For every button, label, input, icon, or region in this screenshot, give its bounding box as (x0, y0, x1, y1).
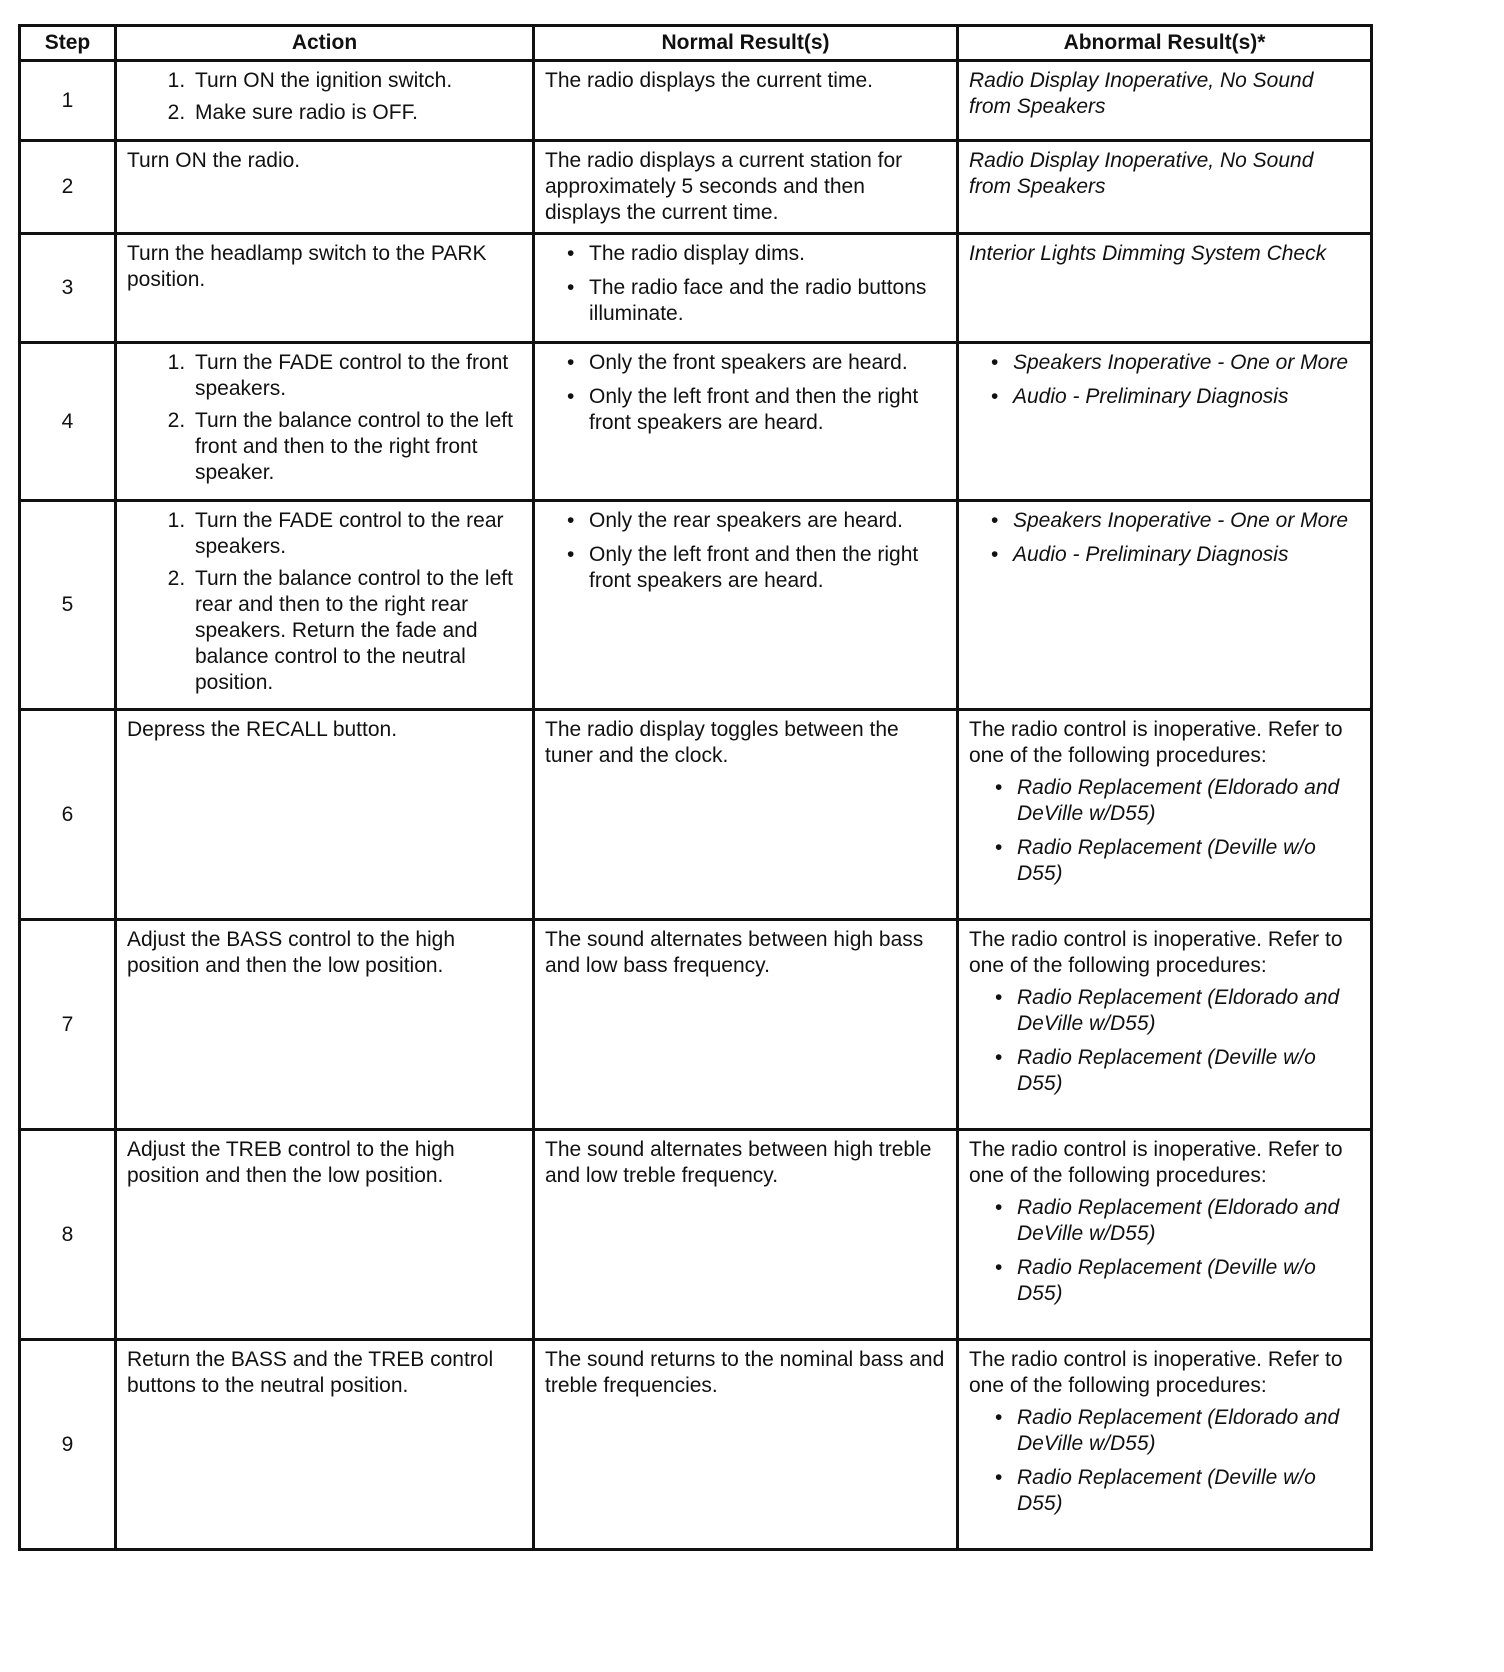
abnormal-procedure-link[interactable]: • Radio Replacement (Deville w/o D55) (1017, 1045, 1360, 1097)
table-row (20, 343, 1372, 501)
step-number: 7 (20, 920, 116, 1130)
abnormal-procedure-link[interactable]: • Radio Replacement (Deville w/o D55) (1017, 1255, 1360, 1307)
action-text: Depress the RECALL button. (127, 718, 398, 741)
normal-result-item: • The radio display dims. (589, 241, 946, 267)
normal-result-cell (534, 141, 958, 234)
normal-result-cell (534, 1340, 958, 1550)
normal-result-cell (534, 234, 958, 343)
abnormal-procedure-link[interactable]: • Speakers Inoperative - One or More (1013, 350, 1360, 376)
action-cell (116, 343, 534, 501)
normal-result-cell (534, 1130, 958, 1340)
abnormal-procedure-link[interactable]: • Radio Replacement (Deville w/o D55) (1017, 835, 1360, 887)
abnormal-procedure-link[interactable]: • Audio - Preliminary Diagnosis (1013, 542, 1360, 568)
abnormal-procedure-link[interactable]: Interior Lights Dimming System Check (969, 242, 1327, 265)
normal-result-cell (534, 710, 958, 920)
normal-result-text: The sound alternates between high bass and low bass frequency. (545, 928, 924, 977)
normal-result-cell (534, 920, 958, 1130)
abnormal-procedure-link[interactable]: • Audio - Preliminary Diagnosis (1013, 384, 1360, 410)
table-row (20, 920, 1372, 1130)
normal-result-item: • Only the front speakers are heard. (589, 350, 946, 376)
header-normal-results: Normal Result(s) (534, 26, 958, 61)
normal-result-list (545, 241, 946, 327)
step-number: 4 (20, 343, 116, 501)
abnormal-result-cell (958, 343, 1372, 501)
table-row (20, 501, 1372, 710)
step-number: 3 (20, 234, 116, 343)
abnormal-result-cell (958, 1130, 1372, 1340)
abnormal-result-intro: The radio control is inoperative. Refer to one of the following procedures: (969, 1138, 1343, 1187)
action-steps-list (127, 508, 522, 696)
action-text: Adjust the BASS control to the high position and then the low position. (127, 928, 456, 977)
normal-result-list (545, 508, 946, 594)
normal-result-list (545, 350, 946, 436)
abnormal-procedure-link[interactable]: • Radio Replacement (Eldorado and DeVille w/D55) (1017, 1195, 1360, 1247)
action-text: Turn the headlamp switch to the PARK position. (127, 242, 487, 291)
action-step: 1. Turn the FADE control to the front speakers. (191, 350, 522, 402)
table-row (20, 710, 1372, 920)
normal-result-item: • The radio face and the radio buttons illuminate. (589, 275, 946, 327)
header-action: Action (116, 26, 534, 61)
action-cell (116, 61, 534, 141)
normal-result-text: The sound returns to the nominal bass and treble frequencies. (545, 1348, 945, 1397)
abnormal-result-cell (958, 710, 1372, 920)
abnormal-result-list (969, 508, 1360, 568)
table-row (20, 1130, 1372, 1340)
abnormal-result-cell (958, 61, 1372, 141)
abnormal-result-cell (958, 501, 1372, 710)
action-cell (116, 710, 534, 920)
table-body (20, 61, 1372, 1550)
radio-diagnostic-table (18, 24, 1373, 1551)
action-step: 2. Make sure radio is OFF. (191, 100, 522, 126)
header-abnormal-results: Abnormal Result(s)* (958, 26, 1372, 61)
step-number: 5 (20, 501, 116, 710)
action-step: 1. Turn ON the ignition switch. (191, 68, 522, 94)
step-number: 2 (20, 141, 116, 234)
table-row (20, 234, 1372, 343)
abnormal-procedure-link[interactable]: • Radio Replacement (Eldorado and DeVille w/D55) (1017, 1405, 1360, 1457)
normal-result-cell (534, 61, 958, 141)
action-cell (116, 234, 534, 343)
abnormal-procedure-link[interactable]: • Radio Replacement (Eldorado and DeVille w/D55) (1017, 985, 1360, 1037)
table-row (20, 1340, 1372, 1550)
abnormal-procedure-link[interactable]: Radio Display Inoperative, No Sound from Speakers (969, 69, 1314, 118)
abnormal-result-intro: The radio control is inoperative. Refer to one of the following procedures: (969, 1348, 1343, 1397)
header-step: Step (20, 26, 116, 61)
abnormal-result-cell (958, 234, 1372, 343)
action-cell (116, 1130, 534, 1340)
normal-result-item: • Only the left front and then the right front speakers are heard. (589, 542, 946, 594)
step-number: 1 (20, 61, 116, 141)
action-step: 1. Turn the FADE control to the rear speakers. (191, 508, 522, 560)
header-row (20, 26, 1372, 61)
normal-result-cell (534, 501, 958, 710)
step-number: 8 (20, 1130, 116, 1340)
diagnostic-table-sheet (18, 24, 1370, 1551)
action-text: Adjust the TREB control to the high position and then the low position. (127, 1138, 455, 1187)
normal-result-text: The radio displays a current station for approximately 5 seconds and then displays the current time. (545, 149, 903, 224)
abnormal-result-list (969, 985, 1360, 1097)
abnormal-result-intro: The radio control is inoperative. Refer to one of the following procedures: (969, 718, 1343, 767)
action-step: 2. Turn the balance control to the left front and then to the right front speaker. (191, 408, 522, 486)
table-row (20, 141, 1372, 234)
normal-result-item: • Only the left front and then the right front speakers are heard. (589, 384, 946, 436)
step-number: 6 (20, 710, 116, 920)
action-cell (116, 501, 534, 710)
abnormal-procedure-link[interactable]: • Radio Replacement (Deville w/o D55) (1017, 1465, 1360, 1517)
abnormal-result-list (969, 350, 1360, 410)
action-cell (116, 141, 534, 234)
abnormal-result-cell (958, 141, 1372, 234)
normal-result-item: • Only the rear speakers are heard. (589, 508, 946, 534)
action-steps-list (127, 68, 522, 126)
action-steps-list (127, 350, 522, 486)
action-text: Return the BASS and the TREB control buttons to the neutral position. (127, 1348, 494, 1397)
normal-result-text: The sound alternates between high treble and low treble frequency. (545, 1138, 932, 1187)
normal-result-text: The radio displays the current time. (545, 69, 873, 92)
action-text: Turn ON the radio. (127, 149, 301, 172)
action-cell (116, 1340, 534, 1550)
abnormal-result-intro: The radio control is inoperative. Refer to one of the following procedures: (969, 928, 1343, 977)
abnormal-procedure-link[interactable]: Radio Display Inoperative, No Sound from Speakers (969, 149, 1314, 198)
action-step: 2. Turn the balance control to the left rear and then to the right rear speakers. Return the fade and balance control to the neutral position. (191, 566, 522, 696)
abnormal-result-list (969, 775, 1360, 887)
step-number: 9 (20, 1340, 116, 1550)
abnormal-procedure-link[interactable]: • Radio Replacement (Eldorado and DeVille w/D55) (1017, 775, 1360, 827)
abnormal-result-list (969, 1405, 1360, 1517)
table-row (20, 61, 1372, 141)
normal-result-text: The radio display toggles between the tuner and the clock. (545, 718, 899, 767)
abnormal-result-cell (958, 1340, 1372, 1550)
action-cell (116, 920, 534, 1130)
normal-result-cell (534, 343, 958, 501)
abnormal-procedure-link[interactable]: • Speakers Inoperative - One or More (1013, 508, 1360, 534)
abnormal-result-cell (958, 920, 1372, 1130)
abnormal-result-list (969, 1195, 1360, 1307)
